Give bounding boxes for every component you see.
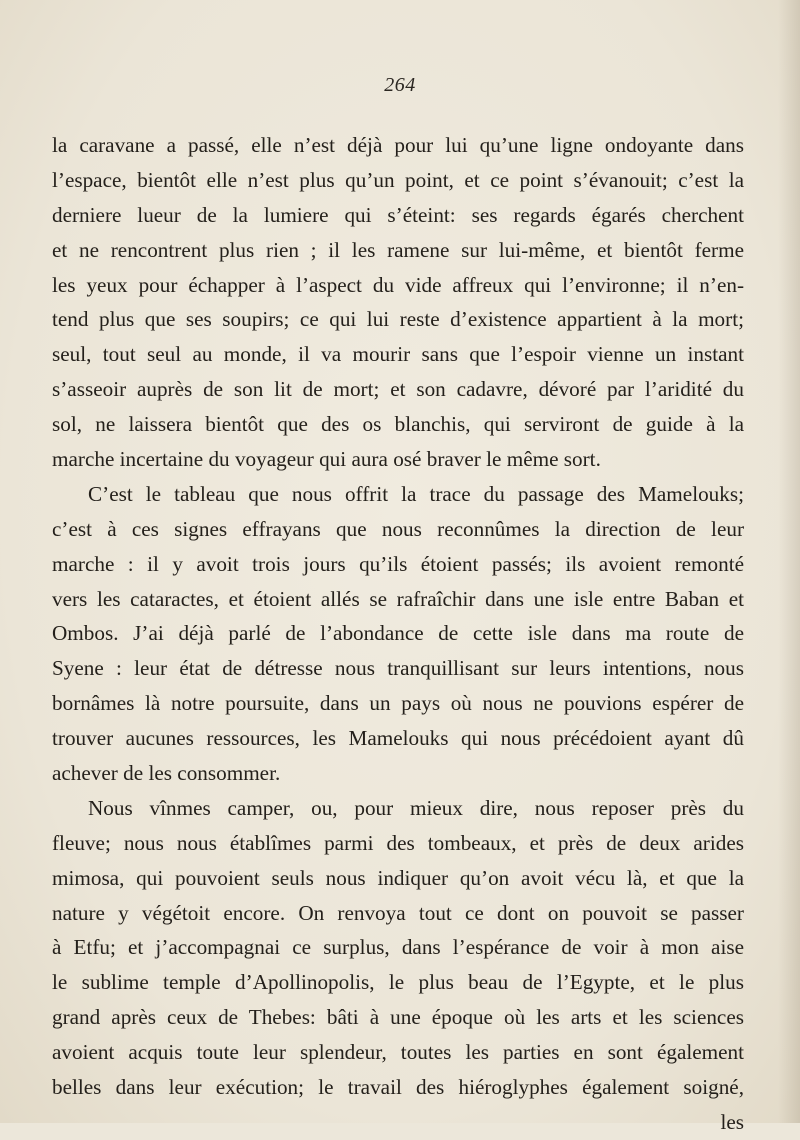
text-line: l’espace, bientôt elle n’est plus qu’un point, et ce point s’évanouit; c’est la [52, 167, 744, 192]
page-number: 264 [384, 74, 416, 96]
text-line: mimosa, qui pouvoient seuls nous indiquer qu’on avoit vécu là, et que la [52, 865, 744, 890]
text-line: le sublime temple d’Apollinopolis, le plus beau de l’Egypte, et le plus [52, 970, 744, 995]
text-line: bornâmes là notre poursuite, dans un pays où nous ne pouvions espérer de [52, 691, 744, 716]
text-line: à Etfu; et j’accompagnai ce surplus, dans l’espérance de voir à mon aise [52, 935, 744, 960]
text-line: grand après ceux de Thebes: bâti à une époque où les arts et les sciences [52, 1005, 744, 1030]
text-line: Nous vînmes camper, ou, pour mieux dire, nous reposer près du [88, 795, 744, 820]
text-line: avoient acquis toute leur splendeur, toutes les parties en sont également [52, 1040, 744, 1065]
text-line: c’est à ces signes effrayans que nous reconnûmes la direction de leur [52, 516, 744, 541]
text-line: belles dans leur exécution; le travail des hiéroglyphes également soigné, [52, 1075, 744, 1100]
text-line: nature y végétoit encore. On renvoya tout ce dont on pouvoit se passer [52, 900, 744, 925]
page-edge-shadow [778, 0, 800, 1123]
text-line: Ombos. J’ai déjà parlé de l’abondance de cette isle dans ma route de [52, 621, 744, 646]
text-line: tend plus que ses soupirs; ce qui lui reste d’existence appartient à la mort; [52, 307, 744, 332]
text-line: les yeux pour échapper à l’aspect du vide affreux qui l’environne; il n’en- [52, 272, 744, 297]
text-line: trouver aucunes ressources, les Mamelouks qui nous précédoient ayant dû [52, 726, 744, 751]
text-line: vers les cataractes, et étoient allés se rafraîchir dans une isle entre Baban et [52, 586, 744, 611]
catchword: les [720, 1109, 744, 1134]
text-line: marche incertaine du voyageur qui aura osé braver le même sort. [52, 447, 601, 472]
text-line: la caravane a passé, elle n’est déjà pour lui qu’une ligne ondoyante dans [52, 133, 744, 157]
text-line: achever de les consommer. [52, 761, 281, 786]
body-text [52, 128, 744, 1140]
text-line: et ne rencontrent plus rien ; il les ramene sur lui-même, et bientôt ferme [52, 237, 744, 262]
text-line: s’asseoir auprès de son lit de mort; et son cadavre, dévoré par l’aridité du [52, 377, 744, 402]
text-line: marche : il y avoit trois jours qu’ils étoient passés; ils avoient remonté [52, 551, 744, 576]
text-line: derniere lueur de la lumiere qui s’éteint: ses regards égarés cherchent [52, 202, 744, 227]
text-line: fleuve; nous nous établîmes parmi des tombeaux, et près de deux arides [52, 830, 744, 855]
text-line: C’est le tableau que nous offrit la trace du passage des Mamelouks; [88, 481, 744, 506]
text-line: sol, ne laissera bientôt que des os blanchis, qui serviront de guide à la [52, 412, 744, 437]
text-line: seul, tout seul au monde, il va mourir sans que l’espoir vienne un instant [52, 342, 744, 367]
text-line: Syene : leur état de détresse nous tranquillisant sur leurs intentions, nous [52, 656, 744, 681]
